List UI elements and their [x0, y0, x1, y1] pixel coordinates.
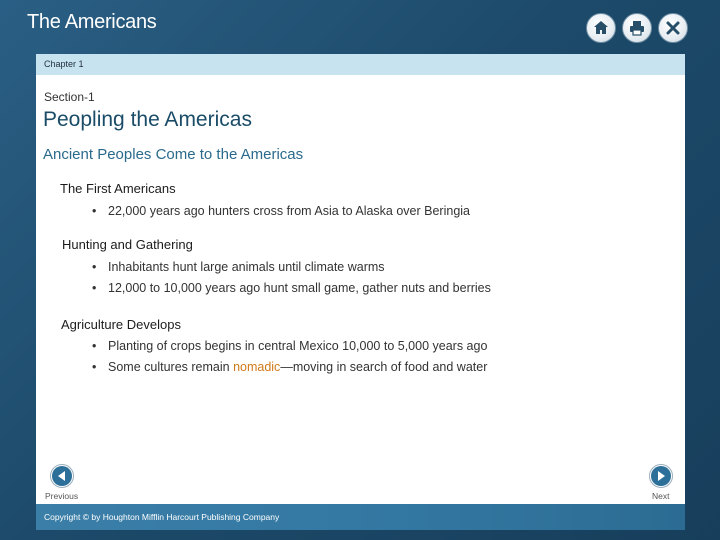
- key-term-nomadic[interactable]: nomadic: [233, 360, 281, 374]
- bullet-text: 12,000 to 10,000 years ago hunt small game, gather nuts and berries: [108, 281, 491, 295]
- print-button[interactable]: [622, 13, 652, 43]
- bullet-dot: •: [92, 339, 97, 353]
- section-title: Peopling the Americas: [43, 108, 252, 131]
- previous-label[interactable]: Previous: [45, 491, 79, 501]
- topic-heading-hunting-gathering: Hunting and Gathering: [62, 237, 193, 252]
- next-button[interactable]: [649, 464, 673, 488]
- previous-button[interactable]: [50, 464, 74, 488]
- bullet-item: [92, 260, 385, 274]
- home-icon: [591, 18, 611, 38]
- bullet-text: 22,000 years ago hunters cross from Asia to Alaska over Beringia: [108, 204, 470, 218]
- bullet-item: [92, 281, 491, 295]
- arrow-right-icon: [650, 465, 672, 487]
- bullet-item: [92, 339, 487, 353]
- copyright-text: Copyright © by Houghton Mifflin Harcourt Publishing Company: [44, 512, 280, 522]
- slide-content: [36, 54, 685, 530]
- close-icon: [663, 18, 683, 38]
- section-label: Section-1: [44, 90, 95, 104]
- bullet-text-pre: Some cultures remain: [108, 360, 234, 374]
- topic-heading-first-americans: The First Americans: [60, 181, 176, 196]
- close-button[interactable]: [658, 13, 688, 43]
- bullet-dot: •: [92, 360, 97, 374]
- chapter-bar: [36, 54, 685, 75]
- bullet-text-post: —moving in search of food and water: [280, 360, 488, 374]
- next-label[interactable]: Next: [652, 491, 670, 501]
- arrow-left-icon: [51, 465, 73, 487]
- top-toolbar: [586, 13, 688, 43]
- bullet-item: [92, 360, 487, 374]
- bullet-text: Inhabitants hunt large animals until climate warms: [108, 260, 385, 274]
- bullet-dot: •: [92, 281, 97, 295]
- app-title: The Americans: [27, 11, 157, 33]
- home-button[interactable]: [586, 13, 616, 43]
- bullet-dot: •: [92, 260, 97, 274]
- bullet-item: [92, 204, 470, 218]
- bullet-dot: •: [92, 204, 97, 218]
- section-subtitle: Ancient Peoples Come to the Americas: [43, 146, 304, 163]
- bullet-text: Planting of crops begins in central Mexico 10,000 to 5,000 years ago: [108, 339, 488, 353]
- chapter-label: Chapter 1: [44, 59, 84, 69]
- footer-bar: [36, 504, 685, 530]
- print-icon: [627, 18, 647, 38]
- topic-heading-agriculture: Agriculture Develops: [61, 317, 181, 332]
